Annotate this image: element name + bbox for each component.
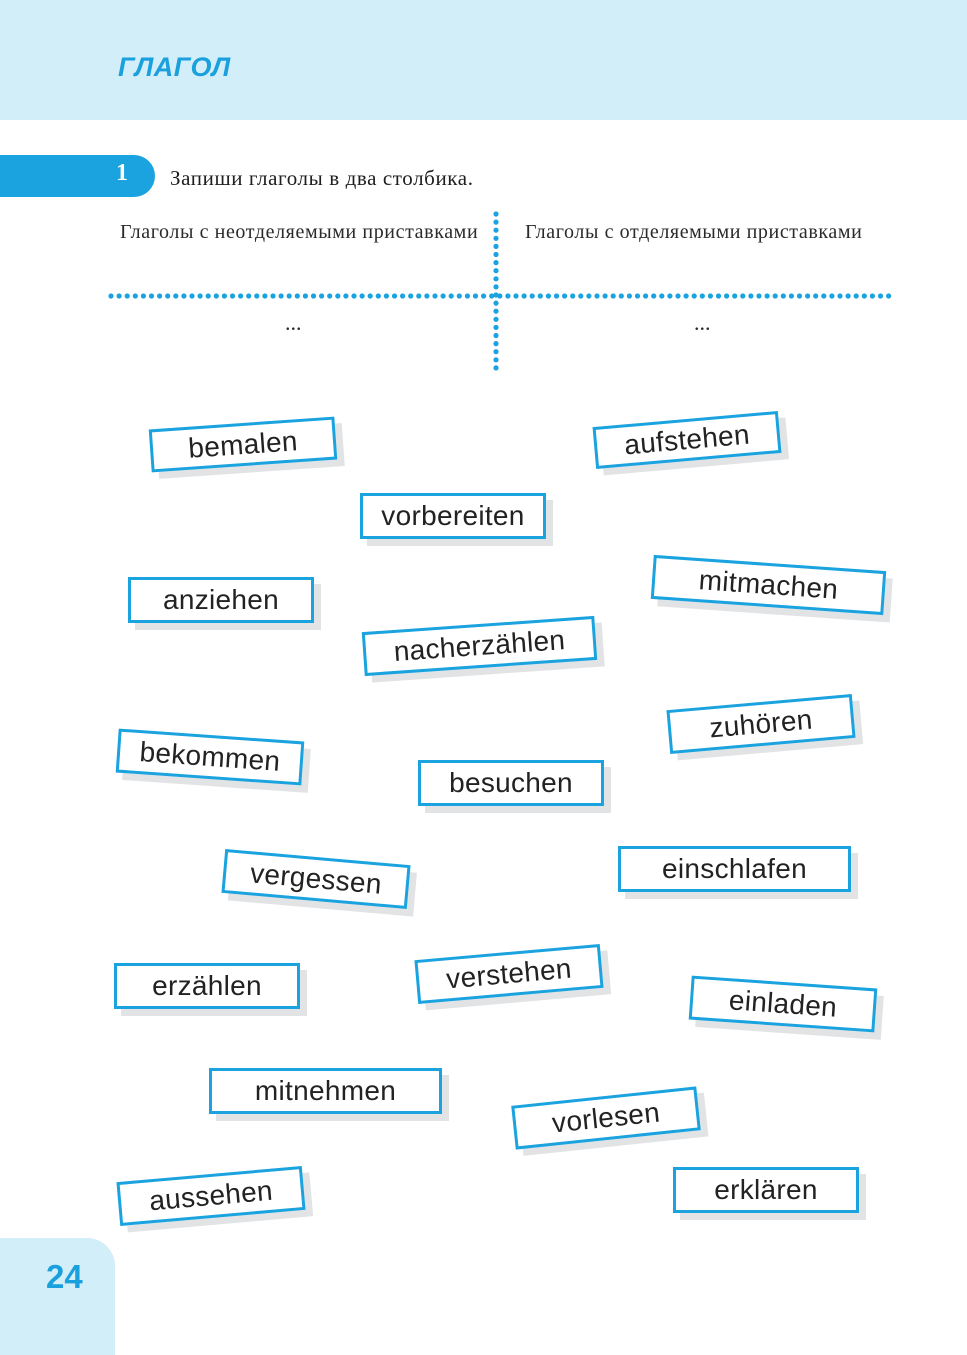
word-card[interactable]: erzählen (114, 963, 300, 1009)
word-card[interactable]: besuchen (418, 760, 604, 806)
word-card[interactable]: vorbereiten (360, 493, 546, 539)
word-card[interactable]: anziehen (128, 577, 314, 623)
word-card[interactable]: erklären (673, 1167, 859, 1213)
word-card[interactable]: zuhören (666, 694, 855, 754)
word-card[interactable]: vergessen (221, 849, 410, 909)
left-column-header: Глаголы с неотделяемыми приставками (120, 221, 479, 243)
right-column-answer-slot[interactable]: ... (694, 310, 711, 335)
table-dotted-lines (0, 0, 967, 400)
word-card[interactable]: nacherzählen (362, 616, 598, 676)
vertical-dotted-divider (493, 211, 498, 370)
page-number-tab (0, 1238, 115, 1355)
section-title: ГЛАГОЛ (118, 52, 231, 82)
word-card[interactable]: einschlafen (618, 846, 851, 892)
page-number: 24 (46, 1258, 83, 1295)
task-instruction: Запиши глаголы в два столбика. (170, 166, 474, 190)
word-card[interactable]: aussehen (116, 1166, 305, 1226)
word-card[interactable]: aufstehen (593, 411, 782, 469)
horizontal-dotted-divider (108, 293, 891, 298)
right-column-header: Глаголы с отделяемыми приставками (525, 221, 863, 243)
left-column-answer-slot[interactable]: ... (285, 310, 302, 335)
task-number: 1 (116, 160, 128, 186)
word-card[interactable]: mitnehmen (209, 1068, 442, 1114)
word-card[interactable]: mitmachen (651, 555, 887, 615)
word-card[interactable]: bekommen (116, 729, 305, 786)
word-card[interactable]: verstehen (414, 944, 603, 1004)
word-card[interactable]: einladen (689, 976, 878, 1033)
word-card[interactable]: vorlesen (511, 1086, 701, 1149)
word-card[interactable]: bemalen (149, 417, 338, 473)
